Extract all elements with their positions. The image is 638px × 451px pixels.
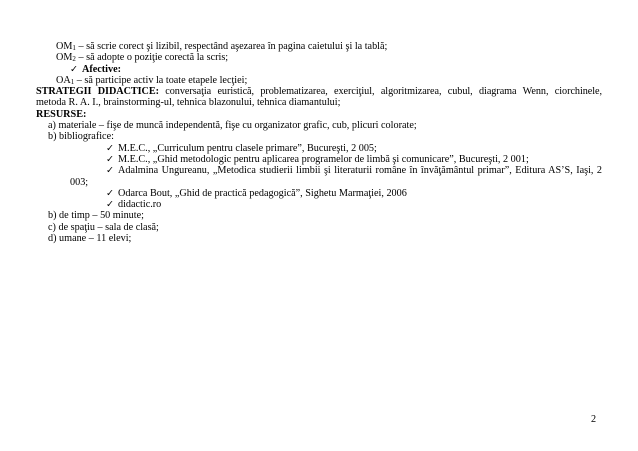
list-marker: c): [48, 221, 56, 233]
objective-subscript: 2: [72, 55, 76, 64]
list-marker: a): [48, 120, 56, 132]
objective-subscript: 1: [72, 44, 76, 52]
bibliography-item: [36, 188, 602, 199]
objective-text: – să participe activ la toate etapele lecţiei;: [74, 74, 248, 86]
checkmark-icon: ✓: [106, 165, 114, 177]
bibliography-text: 003;: [70, 176, 89, 188]
objective-code: OM: [56, 52, 73, 64]
objective-text: – să scrie corect şi lizibil, respectând aşezarea în pagina caietului şi la tablă;: [75, 41, 388, 52]
bibliography-item: [36, 143, 602, 154]
document-body: [36, 41, 602, 244]
checkmark-icon: ✓: [70, 63, 78, 75]
affective-heading: [36, 64, 602, 75]
bibliography-continuation: [36, 177, 602, 188]
objective-code: OA: [56, 74, 71, 86]
objective-om1: [36, 41, 602, 52]
bibliography-item: [36, 154, 602, 165]
resource-text: umane – 11 elevi;: [59, 233, 132, 245]
resource-text: de timp – 50 minute;: [59, 210, 144, 222]
resource-text: de spaţiu – sala de clasă;: [58, 221, 159, 233]
checkmark-icon: ✓: [106, 142, 114, 154]
page-number: 2: [591, 414, 597, 425]
resource-human: [36, 233, 602, 244]
strategies-label: STRATEGII DIDACTICE:: [36, 86, 159, 98]
resource-space: [36, 222, 602, 233]
objective-om2: [36, 52, 602, 63]
checkmark-icon: ✓: [106, 153, 114, 165]
list-marker: d): [48, 233, 57, 245]
objective-code: OM: [56, 41, 73, 52]
checkmark-icon: ✓: [106, 199, 114, 211]
bibliography-item: [36, 165, 602, 176]
resource-materials: [36, 120, 602, 131]
checkmark-icon: ✓: [106, 187, 114, 199]
bibliography-text: M.E.C., „Curriculum pentru clasele primare”, Bucureşti, 2 005;: [118, 142, 377, 154]
bibliography-text: M.E.C., „Ghid metodologic pentru aplicarea programelor de limbă şi comunicare”, Bucureşti, 2 001;: [118, 153, 529, 165]
resource-bibliography: [36, 131, 602, 142]
strategies-line-1: [36, 86, 602, 97]
list-marker: b): [48, 131, 57, 143]
resource-text: materiale – fişe de muncă independentă, fişe cu organizator grafic, cub, plicuri colorate;: [58, 120, 417, 132]
strategies-line-2: metoda R. A. I., brainstorming-ul, tehnica blazonului, tehnica diamantului;: [36, 97, 341, 109]
bibliography-text: didactic.ro: [118, 199, 162, 211]
resource-text: bibliografice:: [59, 131, 114, 143]
resources-label: RESURSE:: [36, 108, 87, 120]
objective-oa1: [36, 75, 602, 86]
bibliography-text: Adalmina Ungureanu, „Metodica studierii limbii şi literaturii române în învăţământul primar”, Editura AS’S, Iaşi, 2: [118, 165, 602, 177]
bibliography-text: Odarca Bout, „Ghid de practică pedagogică”, Sighetu Marmaţiei, 2006: [118, 187, 407, 199]
strategies-text: conversaţia euristică, problematizarea, exerciţiul, algoritmizarea, cubul, diagrama Wenn, ciorchinele,: [158, 86, 602, 98]
resource-time: [36, 210, 602, 221]
objective-text: – să adopte o poziţie corectă la scris;: [75, 52, 229, 64]
affective-heading-text: Afective:: [82, 63, 122, 75]
objective-subscript: 1: [70, 77, 75, 86]
list-marker: b): [48, 210, 57, 222]
bibliography-item: [36, 199, 602, 210]
